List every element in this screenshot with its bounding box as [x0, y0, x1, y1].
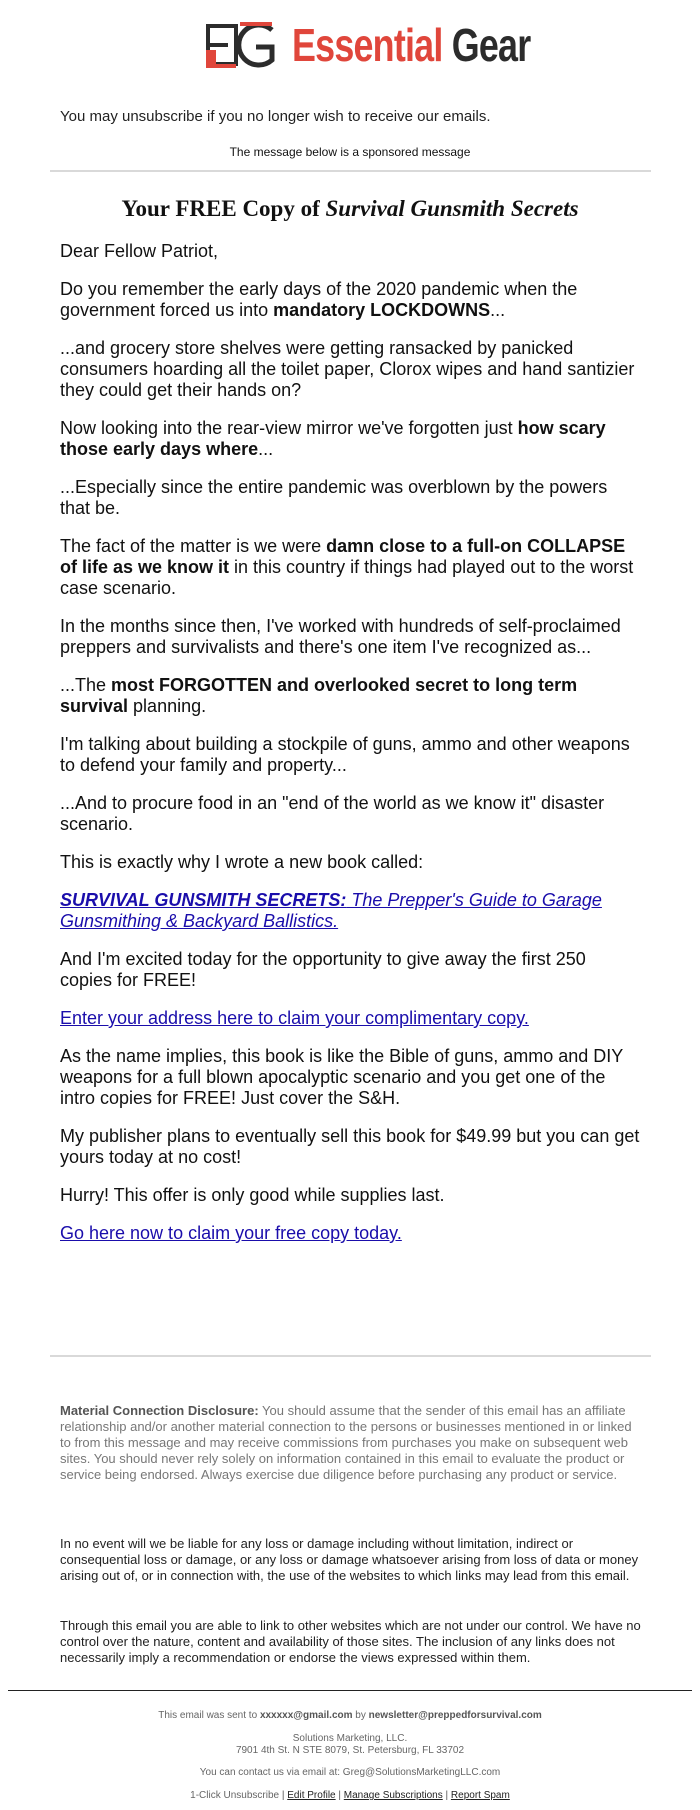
separator: |	[338, 1790, 341, 1801]
p1-tail: ...	[490, 300, 506, 320]
paragraph-11: And I'm excited today for the opportunity to give away the first 250 copies for FREE!	[60, 949, 586, 990]
article-body	[60, 241, 642, 1261]
p7-tail: planning.	[128, 696, 207, 716]
paragraph-14: Hurry! This offer is only good while supplies last.	[60, 1185, 445, 1205]
paragraph-10: This is exactly why I wrote a new book called:	[60, 852, 424, 872]
brand-logo-text	[292, 20, 530, 70]
eg-monogram-icon	[206, 20, 276, 70]
book-link-rest: The Prepper's Guide to Garage Gunsmithing & Backyard Ballistics.	[60, 890, 602, 931]
sent-to-line	[0, 1710, 700, 1721]
p3-bold: how scary those early days where	[60, 418, 606, 459]
p3-text: Now looking into the rear-view mirror we've forgotten just	[60, 418, 518, 438]
go-link-paragraph	[60, 1223, 642, 1244]
company-address: 7901 4th St. N STE 8079, St. Petersburg, FL 33702	[235, 1745, 465, 1756]
sent-by-word: by	[352, 1710, 369, 1721]
paragraph-3	[60, 418, 642, 460]
footer-links	[0, 1790, 700, 1801]
paragraph-4: ...Especially since the entire pandemic was overblown by the powers that be.	[60, 477, 608, 518]
manage-subscriptions-link[interactable]: Manage Subscriptions	[343, 1790, 443, 1801]
paragraph-8: I'm talking about building a stockpile of guns, ammo and other weapons to defend your family and property...	[60, 734, 630, 775]
book-title-link[interactable]	[60, 890, 602, 931]
paragraph-12: As the name implies, this book is like the Bible of guns, ammo and DIY weapons for a full blown apocalyptic scenario and you get one of the intro copies for FREE! Just cover the S&H.	[60, 1046, 623, 1108]
sender-email: newsletter@preppedforsurvival.com	[368, 1710, 542, 1721]
title-book-name: Survival Gunsmith Secrets	[325, 196, 579, 221]
sent-to-prefix: This email was sent to	[158, 1710, 260, 1721]
article-title	[0, 196, 700, 222]
material-connection-disclosure	[60, 1403, 642, 1483]
p1-text: Do you remember the early days of the 2020 pandemic when the government forced us into	[60, 279, 578, 320]
claim-free-copy-link[interactable]: Go here now to claim your free copy today.	[60, 1223, 402, 1243]
divider-bottom	[50, 1355, 651, 1357]
footer-divider	[8, 1690, 692, 1691]
brand-name-dark: Gear	[451, 19, 531, 71]
one-click-unsubscribe-label: 1-Click Unsubscribe	[190, 1790, 280, 1801]
external-links-disclaimer: Through this email you are able to link to other websites which are not under our control. We have no control over the nature, content and availability of those sites. The inclusion of any links does not necessarily imply a recommendation or endorse the views expressed within them.	[60, 1618, 641, 1665]
disclosure-label: Material Connection Disclosure:	[60, 1403, 259, 1418]
book-link-paragraph	[60, 890, 642, 932]
paragraph-6: In the months since then, I've worked with hundreds of self-proclaimed preppers and survivalists and there's one item I've recognized as...	[60, 616, 621, 657]
claim-link-paragraph	[60, 1008, 642, 1029]
p5-tail: in this country if things had played out to the worst case scenario.	[60, 557, 634, 598]
email-header	[0, 0, 700, 92]
p5-text: The fact of the matter is we were	[60, 536, 327, 556]
p3-tail: ...	[258, 439, 274, 459]
p7-bold: most FORGOTTEN and overlooked secret to long term survival	[60, 675, 578, 716]
paragraph-5	[60, 536, 642, 599]
paragraph-9: ...And to procure food in an "end of the world as we know it" disaster scenario.	[60, 793, 605, 834]
disclosure-text: You should assume that the sender of this email has an affiliate relationship and/or another material connection to the persons or businesses mentioned in or linked to from this message and may receive commissions from purchases you make on subsequent web sites. You should never rely solely on information contained in this email to evaluate the product or service being endorsed. Always exercise due diligence before purchasing any product or service.	[60, 1403, 632, 1482]
unsubscribe-note: You may unsubscribe if you no longer wish to receive our emails.	[60, 108, 491, 125]
company-name: Solutions Marketing, LLC.	[292, 1733, 408, 1744]
sponsored-notice: The message below is a sponsored message	[229, 145, 471, 159]
title-prefix: Your FREE Copy of	[121, 196, 320, 221]
paragraph-7	[60, 675, 642, 717]
edit-profile-link[interactable]: Edit Profile	[287, 1790, 336, 1801]
p5-bold: damn close to a full-on COLLAPSE of life as we know it	[60, 536, 626, 577]
divider-top	[50, 170, 651, 172]
paragraph-1	[60, 279, 642, 321]
brand-name-red: Essential	[292, 19, 443, 71]
separator: |	[281, 1790, 285, 1801]
recipient-email: xxxxxx@gmail.com	[259, 1710, 353, 1721]
book-link-bold: SURVIVAL GUNSMITH SECRETS:	[60, 890, 347, 910]
separator: |	[445, 1790, 449, 1801]
p7-text: ...The	[60, 675, 112, 695]
paragraph-13: My publisher plans to eventually sell this book for $49.99 but you can get yours today at no cost!	[60, 1126, 640, 1167]
claim-copy-link[interactable]: Enter your address here to claim your complimentary copy.	[60, 1008, 529, 1028]
p1-bold: mandatory LOCKDOWNS	[273, 300, 491, 320]
paragraph-2: ...and grocery store shelves were getting ransacked by panicked consumers hoarding all the toilet paper, Clorox wipes and hand santizier they could get their hands on?	[60, 338, 635, 400]
greeting: Dear Fellow Patriot,	[60, 241, 219, 261]
report-spam-link[interactable]: Report Spam	[450, 1790, 510, 1801]
contact-line: You can contact us via email at: Greg@SolutionsMarketingLLC.com	[199, 1767, 501, 1778]
liability-disclaimer: In no event will we be liable for any loss or damage including without limitation, indirect or consequential loss or damage, or any loss or damage whatsoever arising from loss of data or money arising out of, or in connection with, the use of the websites to which links may lead from this email.	[60, 1536, 639, 1583]
